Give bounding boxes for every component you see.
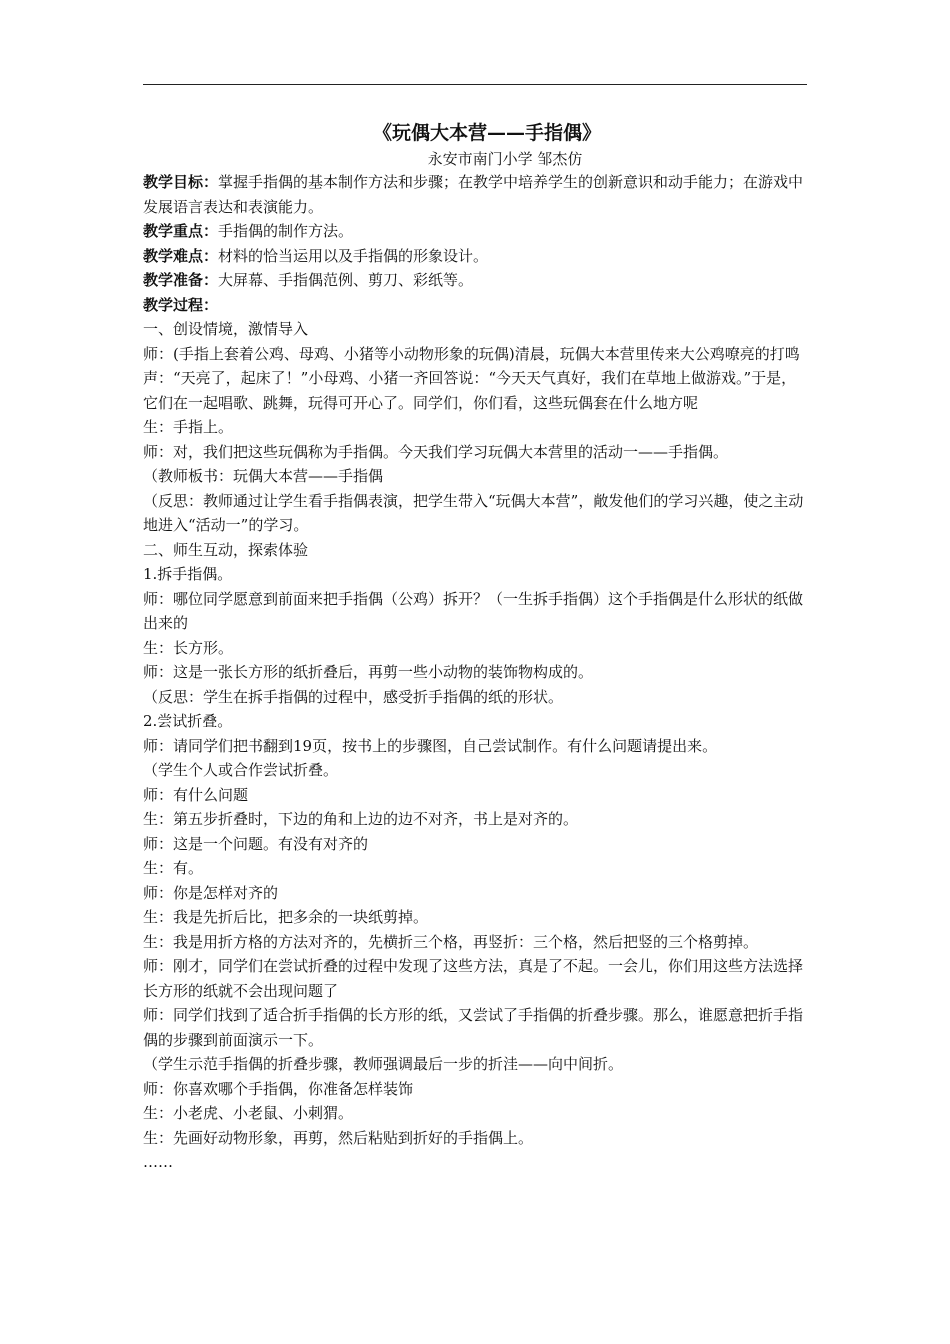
preparation: 教学准备：大屏幕、手指偶范例、剪刀、彩纸等。 xyxy=(143,271,474,289)
author-line: 永安市南门小学 邹杰仿 xyxy=(427,150,583,168)
paragraph: （学生个人或合作尝试折叠。 xyxy=(143,761,339,779)
paragraph: 师：这是一个问题。有没有对齐的 xyxy=(143,834,369,853)
paragraph: 师：有什么问题 xyxy=(143,785,249,804)
paragraph: 师：(手指上套着公鸡、母鸡、小猪等小动物形象的玩偶)清晨，玩偶大本营里传来大公鸡嘹亮的打鸣声：“天亮了，起床了！”小母鸡、小猪一齐回答说：“今天天气真好，我们在草地上做游戏。”于是，它们在一起唱歌、跳舞，玩得可开心了。同学们，你们看，这些玩偶套在什么地方呢 xyxy=(143,344,800,412)
paragraph: （学生示范手指偶的折叠步骤，教师强调最后一步的折洼——向中间折。 xyxy=(143,1055,624,1073)
paragraph: 生：有。 xyxy=(143,859,204,877)
document-body xyxy=(143,118,807,1175)
process-heading: 教学过程： xyxy=(143,295,219,314)
paragraph: 师：刚才，同学们在尝试折叠的过程中发现了这些方法，真是了不起。一会儿，你们用这些方法选择长方形的纸就不会出现问题了 xyxy=(143,957,804,1000)
key-points: 教学重点：手指偶的制作方法。 xyxy=(143,222,354,240)
paragraph: 2.尝试折叠。 xyxy=(143,712,233,730)
teaching-goals: 教学目标：掌握手指偶的基本制作方法和步骤；在教学中培养学生的创新意识和动手能力；在游戏中发展语言表达和表演能力。 xyxy=(143,173,804,216)
paragraph: 生：我是先折后比，把多余的一块纸剪掉。 xyxy=(143,908,429,926)
paragraph: 师：请同学们把书翻到19页，按书上的步骤图，自己尝试制作。有什么问题请提出来。 xyxy=(143,736,718,755)
paragraph: …… xyxy=(143,1153,173,1171)
document-title: 《玩偶大本营——手指偶》 xyxy=(372,122,601,144)
paragraph: 生：第五步折叠时，下边的角和上边的边不对齐，书上是对齐的。 xyxy=(143,810,579,828)
paragraph: 生：长方形。 xyxy=(143,638,234,657)
paragraph: 一、创设情境，激情导入 xyxy=(143,320,309,338)
paragraph: （反思：学生在拆手指偶的过程中，感受折手指偶的纸的形状。 xyxy=(143,687,564,706)
paragraph: 二、师生互动，探索体验 xyxy=(143,540,309,559)
paragraph: （教师板书：玩偶大本营——手指偶 xyxy=(143,467,384,485)
paragraph: 师：你是怎样对齐的 xyxy=(143,883,279,902)
header-rule xyxy=(143,84,807,85)
paragraph: 师：同学们找到了适合折手指偶的长方形的纸，又尝试了手指偶的折叠步骤。那么，谁愿意把折手指偶的步骤到前面演示一下。 xyxy=(143,1006,804,1049)
paragraph: 生：小老虎、小老鼠、小刺猬。 xyxy=(143,1104,354,1122)
paragraph: 1.拆手指偶。 xyxy=(143,565,233,583)
paragraph: 师：对，我们把这些玩偶称为手指偶。今天我们学习玩偶大本营里的活动一——手指偶。 xyxy=(143,442,729,461)
paragraph: 师：你喜欢哪个手指偶，你准备怎样装饰 xyxy=(143,1079,414,1098)
paragraph: （反思：教师通过让学生看手指偶表演，把学生带入“玩偶大本营”，敞发他们的学习兴趣，使之主动地进入“活动一”的学习。 xyxy=(143,491,804,534)
paragraph: 生：先画好动物形象，再剪，然后粘贴到折好的手指偶上。 xyxy=(143,1128,534,1147)
difficulties: 教学难点：材料的恰当运用以及手指偶的形象设计。 xyxy=(143,246,489,265)
paragraph: 生：我是用折方格的方法对齐的，先横折三个格，再竖折：三个格，然后把竖的三个格剪掉。 xyxy=(143,932,759,951)
paragraph: 师：哪位同学愿意到前面来把手指偶（公鸡）拆开？（一生拆手指偶）这个手指偶是什么形状的纸做出来的 xyxy=(143,589,804,632)
paragraph: 生：手指上。 xyxy=(143,418,234,436)
paragraph: 师：这是一张长方形的纸折叠后，再剪一些小动物的装饰物构成的。 xyxy=(143,663,594,681)
